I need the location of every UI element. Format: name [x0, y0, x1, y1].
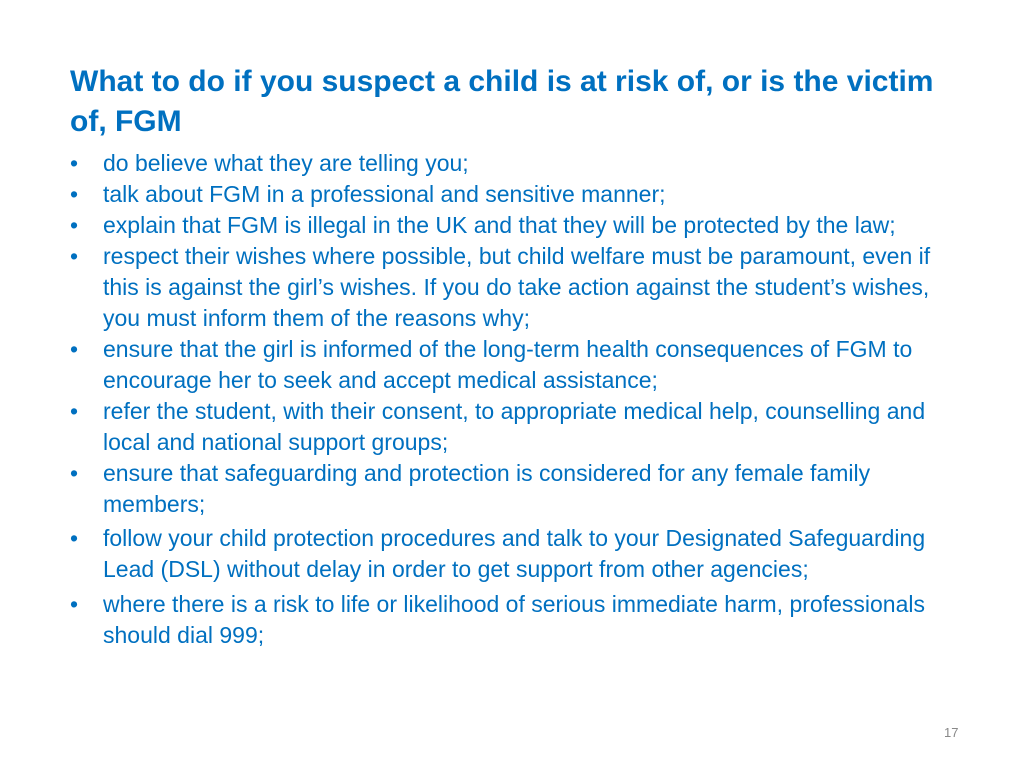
list-item	[70, 210, 970, 241]
bullet-marker: •	[70, 150, 79, 176]
bullet-text: explain that FGM is illegal in the UK and that they will be protected by the law;	[103, 212, 896, 238]
bullet-text: ensure that safeguarding and protection is considered for any female family members;	[103, 460, 871, 517]
list-item	[70, 523, 970, 585]
bullet-marker: •	[70, 181, 79, 207]
list-item	[70, 179, 970, 210]
bullet-marker: •	[70, 212, 79, 238]
bullet-text: follow your child protection procedures and talk to your Designated Safeguarding Lead (DSL) without delay in order to get support from other agencies;	[103, 525, 926, 582]
list-item	[70, 148, 970, 179]
bullet-marker: •	[70, 591, 79, 617]
bullet-text: talk about FGM in a professional and sensitive manner;	[103, 181, 666, 207]
slide-title: What to do if you suspect a child is at risk of, or is the victim of, FGM	[70, 65, 934, 138]
list-item	[70, 396, 970, 458]
list-item	[70, 241, 970, 334]
bullet-marker: •	[70, 460, 79, 486]
list-item	[70, 458, 970, 520]
bullet-text: ensure that the girl is informed of the long-term health consequences of FGM to encourage her to seek and accept medical assistance;	[103, 336, 913, 393]
bullet-list	[70, 148, 970, 651]
bullet-marker: •	[70, 336, 79, 362]
bullet-text: where there is a risk to life or likelihood of serious immediate harm, professionals should dial 999;	[103, 591, 925, 648]
bullet-text: do believe what they are telling you;	[103, 150, 469, 176]
bullet-marker: •	[70, 398, 79, 424]
page-number: 17	[944, 725, 959, 740]
list-item	[70, 589, 970, 651]
list-item	[70, 334, 970, 396]
bullet-marker: •	[70, 525, 79, 551]
bullet-text: respect their wishes where possible, but child welfare must be paramount, even if this is against the girl’s wishes. If you do take action against the student’s wishes, you must inform them of the reasons why;	[103, 243, 931, 331]
bullet-text: refer the student, with their consent, to appropriate medical help, counselling and local and national support groups;	[103, 398, 926, 455]
bullet-marker: •	[70, 243, 79, 269]
